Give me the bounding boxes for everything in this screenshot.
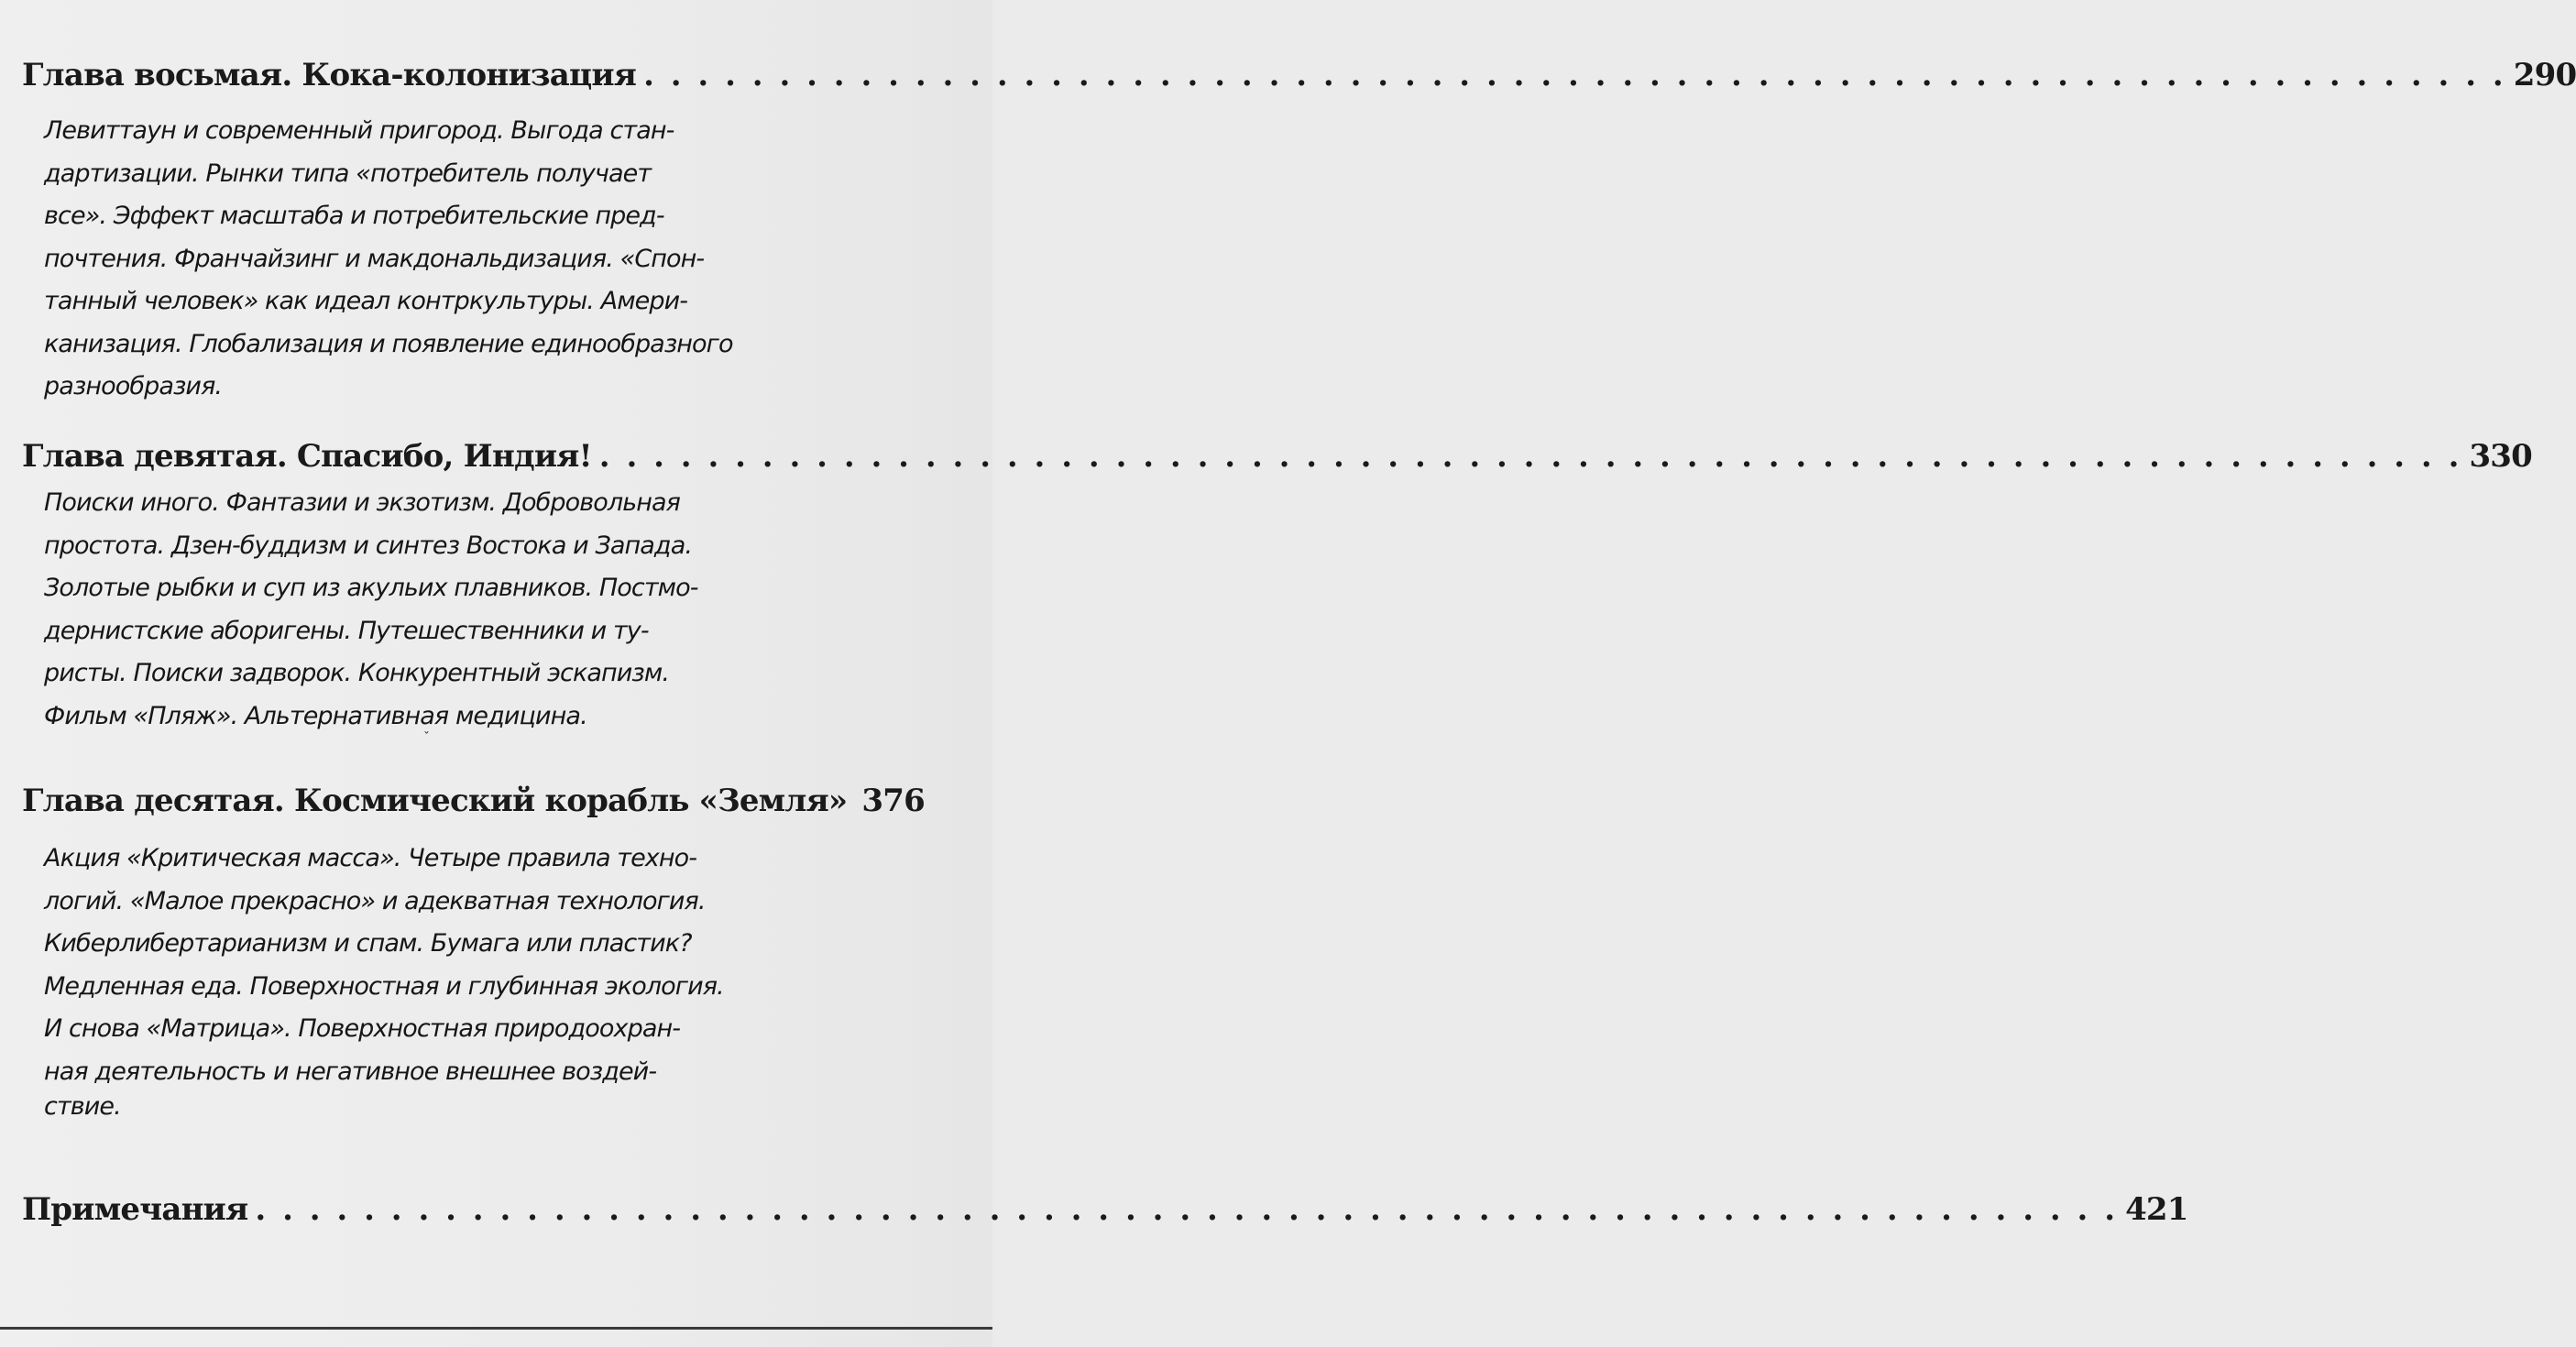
description-line: простота. Дзен-буддизм и синтез Востока и Запада. <box>44 531 693 560</box>
description-line: Акция «Критическая масса». Четыре правила техно- <box>44 844 697 872</box>
dot-leader: . . . . . . . . . . . . . . . . . . . . . . . . . . . . . . . . . . . . . . . . . . . . . . . . . . . . . . . . . . . . . . . . . . . . . <box>598 438 2462 475</box>
chapter-heading <box>22 783 925 819</box>
dot-leader: . . . . . . . . . . . . . . . . . . . . . . . . . . . . . . . . . . . . . . . . . . . . . . . . . . . . . . . . . . . . . . . . . . . . . <box>643 57 2506 93</box>
page-number: 290 <box>2513 57 2576 93</box>
toc-entry-chapter-10 <box>22 783 925 1129</box>
chapter-title: Глава восьмая. Кока-колонизация <box>22 57 637 93</box>
description-line: ристы. Поиски задворок. Конкурентный эскапизм. <box>44 659 670 687</box>
chapter-heading <box>22 438 2533 475</box>
description-line: Золотые рыбки и суп из акульих плавников. Постмо- <box>44 574 698 602</box>
description-line: танный человек» как идеал контркультуры. Амери- <box>44 287 688 315</box>
description-line: И снова «Матрица». Поверхностная природоохран- <box>44 1014 681 1043</box>
page-bottom-edge <box>0 1327 992 1330</box>
page-number: 421 <box>2125 1191 2188 1228</box>
description-line: логий. «Малое прекрасно» и адекватная технология. <box>44 886 706 915</box>
dot-leader: . . . . . . . . . . . . . . . . . . . . . . . . . . . . . . . . . . . . . . . . . . . . . . . . . . . . . . . . . . . . . . . . . . . . . <box>255 1191 2119 1228</box>
ink-mark: ˇ <box>423 730 430 745</box>
chapter-title: Примечания <box>22 1191 248 1228</box>
description-line: ная деятельность и негативное внешнее воздей- <box>44 1057 657 1086</box>
description-line: почтения. Франчайзинг и макдональдизация. «Спон- <box>44 244 705 273</box>
page-number: 330 <box>2469 438 2533 475</box>
description-line: Левиттаун и современный пригород. Выгода стан- <box>44 116 674 145</box>
chapter-description <box>22 110 906 409</box>
description-line: дернистские аборигены. Путешественники и ту- <box>44 616 649 645</box>
description-line: Поиски иного. Фантазии и экзотизм. Добровольная <box>44 488 680 517</box>
description-line: канизация. Глобализация и появление единообразного <box>44 329 733 358</box>
description-line: Киберлибертарианизм и спам. Бумага или пластик? <box>44 929 692 958</box>
chapter-heading <box>22 57 2576 93</box>
toc-entry-chapter-8 <box>22 57 2576 409</box>
chapter-description <box>22 482 906 738</box>
description-line: Фильм «Пляж». Альтернативная медицина. <box>44 701 587 730</box>
page-number: 376 <box>861 783 925 819</box>
toc-entry-chapter-9 <box>22 438 2533 738</box>
chapter-description <box>22 838 906 1129</box>
description-line: Медленная еда. Поверхностная и глубинная экология. <box>44 971 724 1001</box>
description-line: дартизации. Рынки типа «потребитель получает <box>44 159 652 188</box>
description-line: все». Эффект масштаба и потребительские пред- <box>44 202 664 230</box>
chapter-heading <box>22 1191 2188 1228</box>
description-line: разнообразия. <box>44 372 223 400</box>
toc-entry-notes <box>22 1191 2188 1228</box>
chapter-title: Глава девятая. Спасибо, Индия! <box>22 438 592 475</box>
description-line: ствие. <box>44 1092 121 1121</box>
chapter-title: Глава десятая. Космический корабль «Земля» <box>22 783 848 819</box>
